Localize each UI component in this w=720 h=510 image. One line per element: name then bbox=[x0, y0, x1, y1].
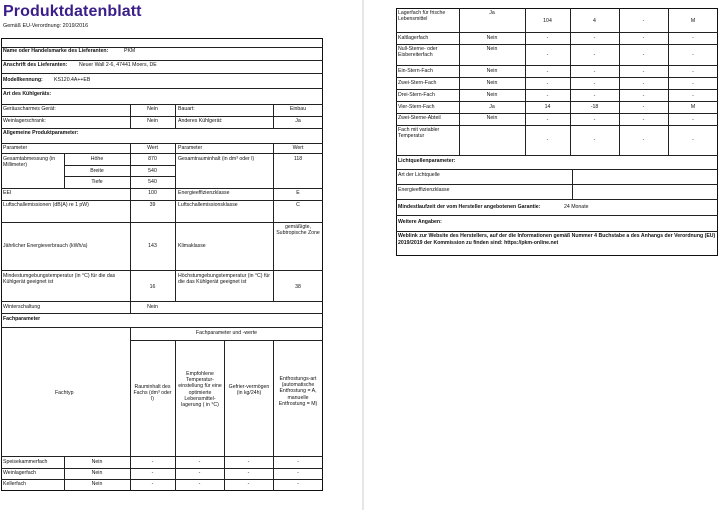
supplier-value: PKM bbox=[124, 48, 136, 54]
col-temp-header: Empfohlene Temperatur-einstellung für eine optimierte Lebensmittel-lagerung ( in °C) bbox=[178, 371, 222, 409]
row-v4: - bbox=[692, 117, 694, 123]
row-v2: 4 bbox=[593, 18, 596, 24]
general-header: Allgemeine Produktparameter: bbox=[3, 130, 79, 136]
row-v3: - bbox=[642, 137, 645, 143]
row-present: Nein bbox=[486, 92, 498, 98]
row-name: Vier-Stern-Fach bbox=[398, 104, 435, 110]
row-v2: - bbox=[593, 137, 596, 143]
row-v2: - bbox=[593, 69, 596, 75]
energy-label: Jährlicher Energieverbrauch (kWh/a) bbox=[3, 243, 88, 249]
row-v3: - bbox=[642, 69, 645, 75]
document-title: Produktdatenblatt bbox=[3, 3, 142, 20]
row-v4: - bbox=[297, 459, 299, 465]
row-present: Nein bbox=[486, 115, 498, 121]
right-page bbox=[364, 0, 720, 510]
row-v1: - bbox=[151, 470, 154, 476]
min-temp-value: 16 bbox=[149, 284, 156, 290]
noise-label: Luftschallemissionen (dB(A) re 1 pW) bbox=[3, 202, 89, 208]
row-v3: - bbox=[642, 35, 645, 41]
row-present: Nein bbox=[91, 470, 103, 476]
eei-value: 100 bbox=[148, 190, 157, 196]
row-v3: - bbox=[642, 18, 645, 24]
noise-value: 39 bbox=[149, 202, 156, 208]
row-v2: - bbox=[593, 81, 596, 87]
eei-label: EEI bbox=[3, 190, 12, 196]
row-v4: - bbox=[692, 35, 694, 41]
value-col-header-2: Wert bbox=[292, 145, 304, 151]
row-v3: - bbox=[247, 470, 250, 476]
max-temp-label: Höchstumgebungstemperatur (in °C) für die das Kühlgerät geeignet ist bbox=[178, 273, 271, 286]
row-v1: 104 bbox=[543, 18, 552, 24]
row-name: Ein-Stern-Fach bbox=[398, 68, 433, 74]
winter-value: Nein bbox=[147, 304, 158, 310]
row-v2: - bbox=[593, 35, 596, 41]
row-v4: - bbox=[692, 137, 694, 143]
depth-label: Tiefe bbox=[91, 179, 103, 185]
row-v4: - bbox=[692, 69, 694, 75]
max-temp-value: 38 bbox=[295, 284, 301, 290]
other-label: Anderes Kühlgerät: bbox=[178, 118, 223, 124]
row-present: Nein bbox=[486, 68, 498, 74]
row-v1: - bbox=[546, 81, 549, 87]
param-col-header-2: Parameter bbox=[178, 145, 203, 151]
dims-label: Gesamtabmessung (in Millimeter) bbox=[3, 156, 56, 169]
build-value: Einbau bbox=[289, 106, 307, 112]
wine-value: Nein bbox=[147, 118, 158, 124]
row-v1: - bbox=[546, 69, 549, 75]
height-label: Höhe bbox=[90, 156, 104, 162]
volume-label: Gesamtrauminhalt (in dm³ oder l) bbox=[178, 156, 255, 162]
warranty-value: 24 Monate bbox=[564, 204, 589, 210]
row-v3: - bbox=[642, 93, 645, 99]
eff-class-value: E bbox=[296, 190, 300, 196]
row-v1: - bbox=[546, 137, 549, 143]
supplier-label: Name oder Handelsmarke des Lieferanten: bbox=[3, 48, 109, 54]
row-present: Nein bbox=[486, 35, 498, 41]
row-v4: - bbox=[297, 481, 299, 487]
light-header: Lichtquellenparameter: bbox=[398, 158, 456, 164]
address-value: Neuer Wall 2-6, 47441 Moers, DE bbox=[79, 62, 157, 68]
fachtyp-header: Fachtyp bbox=[55, 390, 74, 396]
noise-class-value: C bbox=[296, 202, 300, 208]
depth-value: 540 bbox=[148, 179, 157, 185]
other-value: Ja bbox=[295, 118, 301, 124]
regulation-text: Gemäß EU-Verordnung: 2019/2016 bbox=[3, 23, 89, 29]
row-name: Null-Sterne- oder Eisbereiterfach bbox=[398, 46, 438, 59]
row-v1: - bbox=[546, 52, 549, 58]
row-v4: M bbox=[690, 104, 696, 110]
row-name: Weinlagerfach bbox=[3, 470, 37, 476]
row-v3: - bbox=[642, 81, 645, 87]
noise-class-label: Luftschallemissionsklasse bbox=[178, 202, 238, 208]
row-v2: - bbox=[593, 93, 596, 99]
compartment-subheader: Fachparameter und -werte bbox=[195, 330, 258, 336]
row-v1: - bbox=[546, 117, 549, 123]
winter-label: Winterschaltung bbox=[3, 304, 41, 310]
row-present: Nein bbox=[91, 459, 103, 465]
row-v1: - bbox=[546, 93, 549, 99]
wine-label: Weinlagerschrank: bbox=[3, 118, 46, 124]
eff-class-label: Energieeffizienzklasse bbox=[178, 190, 230, 196]
row-present: Nein bbox=[486, 80, 498, 86]
row-name: Zwei-Sterne-Abteil bbox=[398, 115, 441, 121]
row-v1: - bbox=[151, 481, 154, 487]
volume-value: 118 bbox=[293, 156, 303, 162]
type-header: Art des Kühlgeräts: bbox=[3, 91, 52, 97]
row-present: Nein bbox=[486, 46, 498, 52]
row-v3: - bbox=[642, 52, 645, 58]
row-v4: - bbox=[692, 81, 694, 87]
row-name: Zwei-Stern-Fach bbox=[398, 80, 437, 86]
row-v4: - bbox=[297, 470, 299, 476]
row-present: Ja bbox=[489, 10, 495, 16]
address-label: Anschrift des Lieferanten: bbox=[3, 62, 68, 68]
row-v2: - bbox=[198, 470, 201, 476]
width-label: Breite bbox=[90, 168, 104, 174]
row-v4: - bbox=[692, 93, 694, 99]
row-name: Kaltlagerfach bbox=[398, 35, 429, 41]
row-v1: 14 bbox=[544, 104, 551, 110]
row-v2: - bbox=[198, 459, 201, 465]
light-type-label: Art der Lichtquelle bbox=[398, 172, 440, 178]
row-v3: - bbox=[642, 104, 645, 110]
weblink-text: Weblink zur Website des Herstellers, auf der die Informationen gemäß Nummer 4 Buchstabe a des Anhangs der Verordnung (EU) 2019/2019 der Kommission zu finden sind: https://pkm-online.net bbox=[398, 233, 716, 246]
min-temp-label: Mindestumgebungstemperatur (in °C) für die das Kühlgerät geeignet ist bbox=[3, 273, 116, 286]
row-name: Drei-Stern-Fach bbox=[398, 92, 435, 98]
height-value: 870 bbox=[148, 156, 157, 162]
climate-value: gemäßigte, Subtropische Zone bbox=[276, 224, 320, 237]
row-present: Nein bbox=[91, 481, 103, 487]
row-present: Ja bbox=[489, 104, 495, 110]
more-info-label: Weitere Angaben: bbox=[398, 219, 442, 225]
col-freeze-header: Gefrier-vermögen (in kg/24h) bbox=[228, 384, 270, 397]
climate-label: Klimaklasse bbox=[178, 243, 206, 249]
row-v1: - bbox=[151, 459, 154, 465]
row-v2: - bbox=[593, 117, 596, 123]
row-v2: -18 bbox=[590, 104, 599, 110]
row-v4: M bbox=[690, 18, 696, 24]
row-v3: - bbox=[247, 459, 250, 465]
param-col-header: Parameter bbox=[3, 145, 28, 151]
row-v1: - bbox=[546, 35, 549, 41]
row-v3: - bbox=[247, 481, 250, 487]
compartment-header: Fachparameter bbox=[3, 316, 41, 322]
low-noise-value: Nein bbox=[147, 106, 158, 112]
row-v3: - bbox=[642, 117, 645, 123]
model-label: Modellkennung: bbox=[3, 77, 43, 83]
energy-value: 143 bbox=[148, 243, 157, 249]
row-name: Kellerfach bbox=[3, 481, 27, 487]
row-name: Fach mit variabler Temperatur bbox=[398, 127, 440, 140]
row-name: Lagerfach für frische Lebensmittel bbox=[398, 10, 446, 23]
width-value: 540 bbox=[148, 168, 157, 174]
col-volume-header: Rauminhalt des Fachs (dm³ oder l) bbox=[133, 384, 172, 403]
col-defrost-header: Entfrostungs-art (automatische Entfrostung = A, manuelle Entfrostung = M) bbox=[278, 376, 318, 407]
row-v2: - bbox=[593, 52, 596, 58]
value-col-header: Wert bbox=[147, 145, 158, 151]
row-v2: - bbox=[198, 481, 201, 487]
light-eff-label: Energieeffizienzklasse bbox=[398, 187, 450, 193]
low-noise-label: Geräuscharmes Gerät: bbox=[3, 106, 56, 112]
row-v4: - bbox=[692, 52, 694, 58]
row-name: Speisekammerfach bbox=[3, 459, 48, 465]
build-label: Bauart: bbox=[178, 106, 195, 112]
warranty-label: Mindestlaufzeit der vom Hersteller angebotenen Garantie: bbox=[398, 204, 541, 210]
model-value: KS120.4A++EB bbox=[54, 77, 91, 83]
